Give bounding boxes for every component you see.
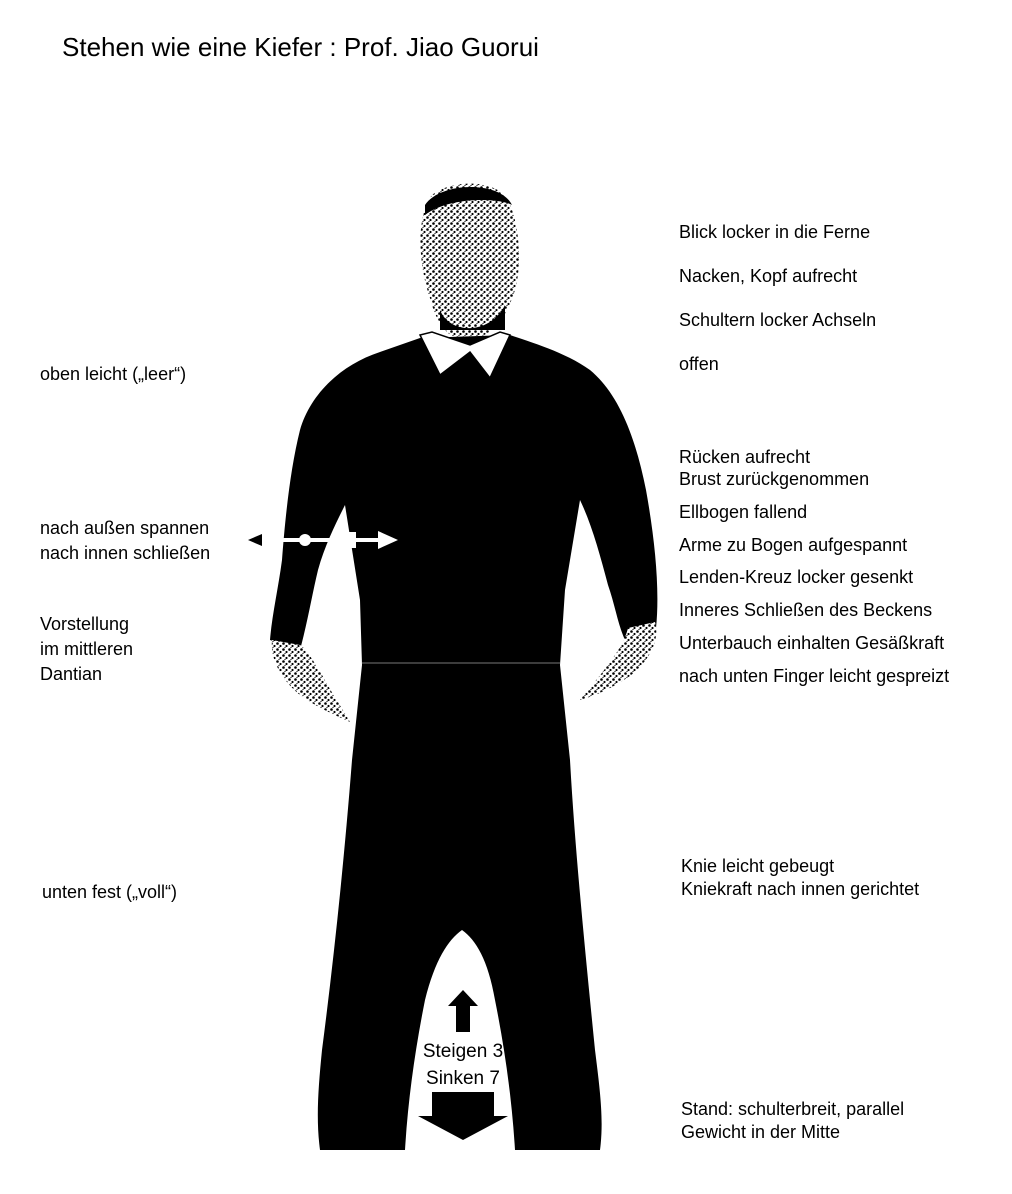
label-unten-fest: unten fest („voll“) [42,882,178,902]
label-vorstellung: Vorstellung [40,614,130,634]
sinken-label: Sinken 7 [426,1068,500,1089]
label-arme: Arme zu Bogen aufgespannt [679,535,908,555]
label-kniekraft: Kniekraft nach innen gerichtet [681,879,920,899]
steigen-label: Steigen 3 [422,1041,504,1062]
label-knie: Knie leicht gebeugt [681,856,835,876]
label-nach-innen-schliessen: nach innen schließen [40,543,211,563]
label-ellbogen: Ellbogen fallend [679,502,808,522]
head [420,184,519,341]
label-schultern: Schultern locker Achseln [679,310,877,330]
rise-sink-ratio [403,1038,523,1092]
label-im-mittleren: im mittleren [40,639,134,659]
label-unterbauch: Unterbauch einhalten Gesäßkraft [679,633,945,653]
label-gewicht: Gewicht in der Mitte [681,1122,841,1142]
label-oben-leicht: oben leicht („leer“) [40,364,187,384]
left-hand [272,640,350,722]
label-lenden: Lenden-Kreuz locker gesenkt [679,567,914,587]
label-dantian: Dantian [40,664,103,684]
sweater [270,332,657,665]
label-nacken: Nacken, Kopf aufrecht [679,266,858,286]
label-offen: offen [679,354,719,374]
right-hand [580,622,656,700]
label-blick: Blick locker in die Ferne [679,222,871,242]
label-becken: Inneres Schließen des Beckens [679,600,933,620]
label-brust: Brust zurückgenommen [679,469,870,489]
label-stand: Stand: schulterbreit, parallel [681,1099,905,1119]
label-finger: nach unten Finger leicht gespreizt [679,666,950,686]
label-ruecken: Rücken aufrecht [679,447,811,467]
label-nach-aussen-spannen: nach außen spannen [40,518,210,538]
page-title: Stehen wie eine Kiefer : Prof. Jiao Guorui [62,32,539,62]
